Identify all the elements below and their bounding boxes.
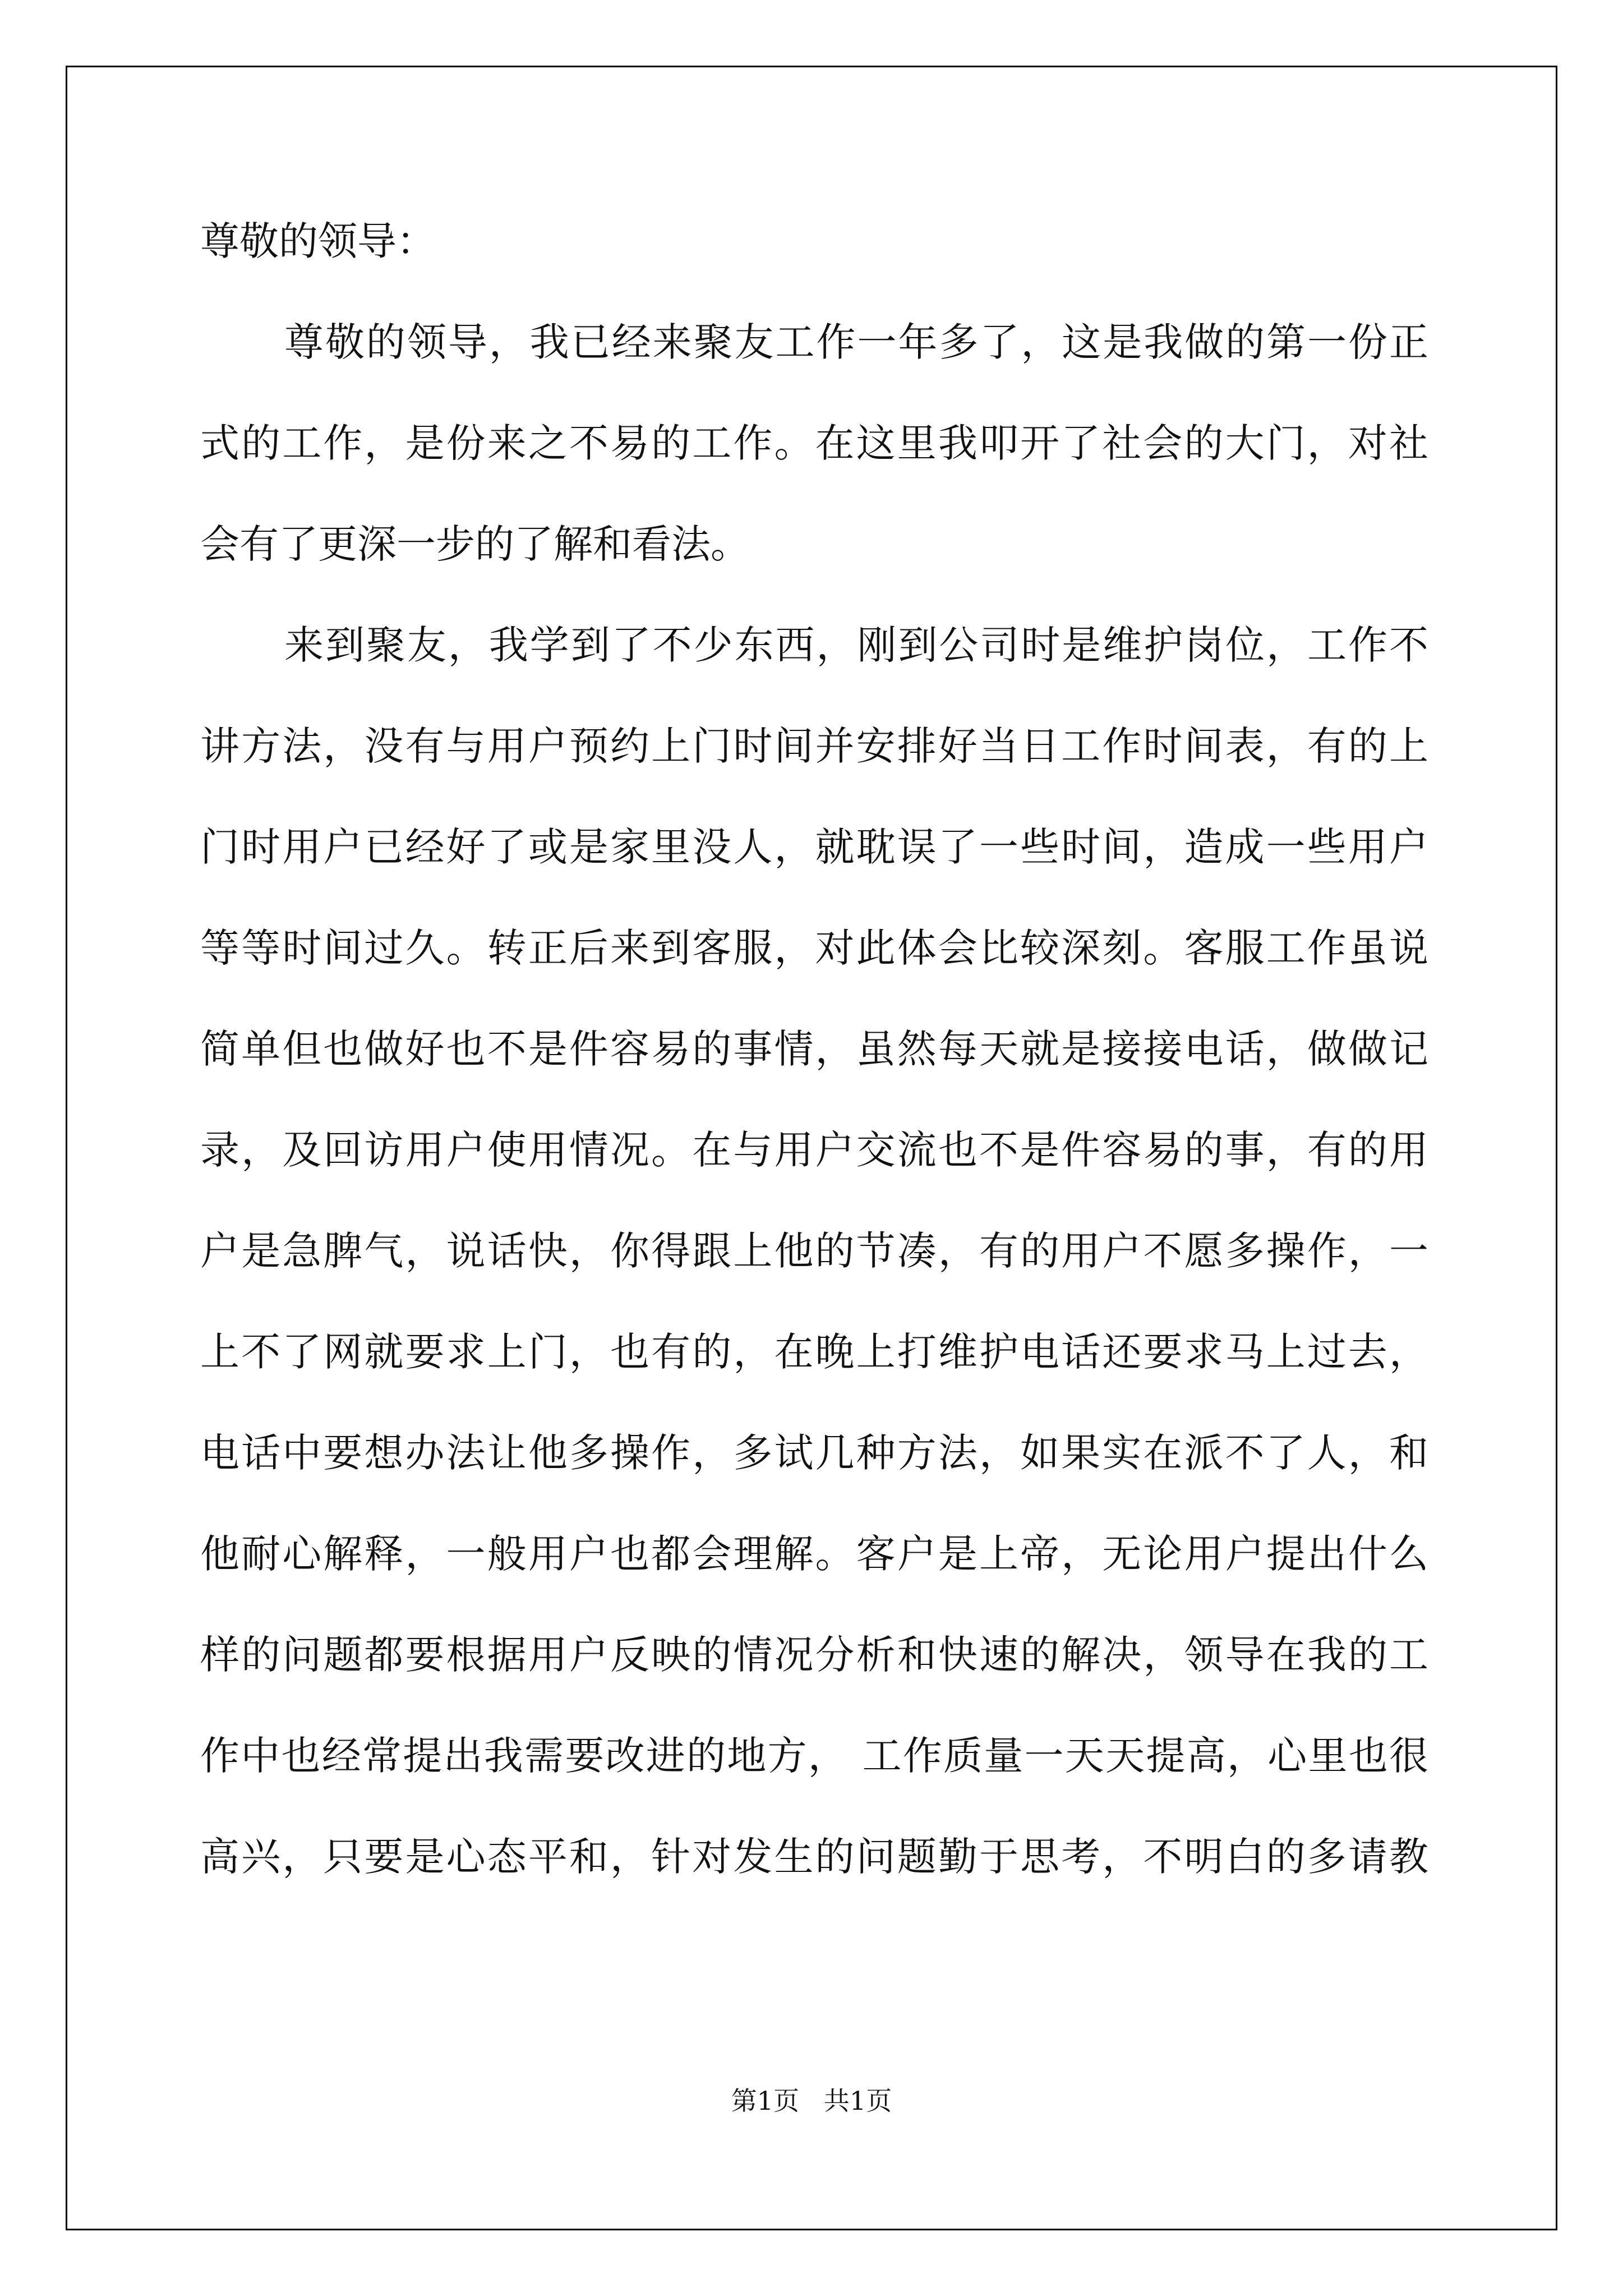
paragraph-2-line-4: 等等时间过久。转正后来到客服，对此体会比较深刻。客服工作虽说 bbox=[200, 925, 1428, 971]
paragraph-2-line-1: 来到聚友，我学到了不少东西，刚到公司时是维护岗位，工作不 bbox=[284, 622, 1428, 668]
paragraph-2-line-10: 他耐心解释，一般用户也都会理解。客户是上帝，无论用户提出什么 bbox=[200, 1531, 1428, 1577]
paragraph-2-line-7: 户是急脾气，说话快，你得跟上他的节凑，有的用户不愿多操作，一 bbox=[200, 1228, 1428, 1274]
paragraph-2-line-2: 讲方法，没有与用户预约上门时间并安排好当日工作时间表，有的上 bbox=[200, 723, 1428, 769]
paragraph-2-line-5: 简单但也做好也不是件容易的事情，虽然每天就是接接电话，做做记 bbox=[200, 1026, 1428, 1072]
paragraph-2-line-11: 样的问题都要根据用户反映的情况分析和快速的解决，领导在我的工 bbox=[200, 1632, 1428, 1678]
paragraph-2-line-9: 电话中要想办法让他多操作，多试几种方法，如果实在派不了人，和 bbox=[200, 1430, 1428, 1476]
paragraph-2-line-13: 高兴，只要是心态平和，针对发生的问题勤于思考，不明白的多请教 bbox=[200, 1834, 1428, 1880]
page-footer: 第1页 共1页 bbox=[731, 2086, 892, 2116]
paragraph-2-line-6: 录，及回访用户使用情况。在与用户交流也不是件容易的事，有的用 bbox=[200, 1127, 1428, 1173]
paragraph-1-line-3: 会有了更深一步的了解和看法。 bbox=[200, 521, 750, 567]
paragraph-2-line-8: 上不了网就要求上门，也有的，在晚上打维护电话还要求马上过去， bbox=[200, 1329, 1428, 1375]
paragraph-1-line-1: 尊敬的领导，我已经来聚友工作一年多了，这是我做的第一份正 bbox=[284, 319, 1428, 365]
paragraph-1-line-2: 式的工作，是份来之不易的工作。在这里我叩开了社会的大门，对社 bbox=[200, 420, 1428, 466]
paragraph-2-line-12: 作中也经常提出我需要改进的地方， 工作质量一天天提高，心里也很 bbox=[200, 1733, 1428, 1779]
paragraph-2-line-3: 门时用户已经好了或是家里没人，就耽误了一些时间，造成一些用户 bbox=[200, 824, 1428, 870]
salutation: 尊敬的领导： bbox=[200, 218, 436, 264]
